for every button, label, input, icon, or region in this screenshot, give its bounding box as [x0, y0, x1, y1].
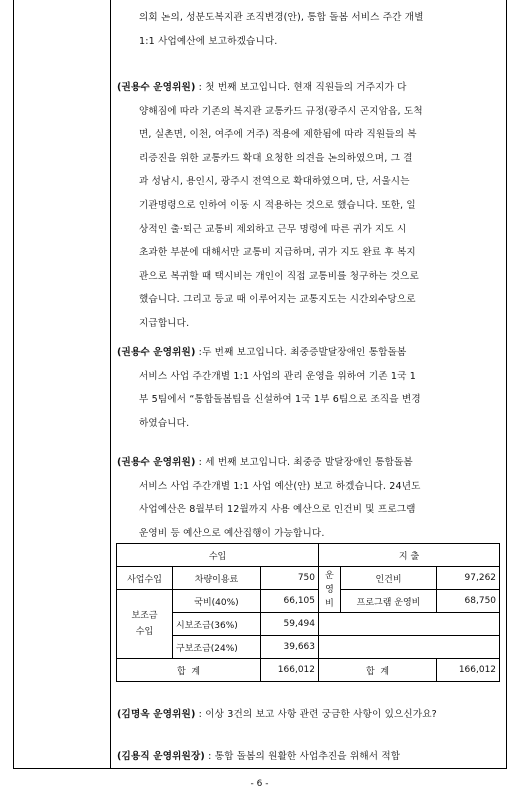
paragraph-first-line: [117, 745, 497, 769]
empty-cell: [319, 636, 500, 659]
paragraph-line: 했습니다. 그리고 등교 때 이루어지는 교통지도는 시간외수당으로: [139, 294, 416, 306]
speaker-name: (김명옥 운영위원): [117, 709, 196, 720]
intro-line: 의회 논의, 성분도복지관 조직변경(안), 통합 돌봄 서비스 주간 개별: [139, 12, 424, 23]
paragraph-first-line: [117, 451, 497, 475]
paragraph-text: : 세 번째 보고입니다. 최중증 발달장애인 통합돌봄: [195, 457, 413, 468]
paragraph-line: 기관명령으로 인하여 이동 시 적용하는 것으로 했습니다. 또한, 일: [139, 199, 416, 211]
speaker-name: (권용수 운영위원): [117, 347, 196, 358]
paragraph-line: 양해짐에 따라 기존의 복지관 교통카드 규정(광주시 곤지암읍, 도척: [139, 105, 423, 117]
report-paragraph-3: [117, 451, 497, 545]
report-paragraph-1: [117, 76, 497, 336]
paragraph-line: 사업예산은 8월부터 12월까지 사용 예산으로 인건비 및 프로그램: [139, 504, 416, 516]
chair-paragraph: [117, 745, 497, 769]
personnel-amount: 97,262: [437, 567, 500, 590]
vehicle-fee-label: 차량이용료: [173, 567, 261, 590]
report-paragraph-2: [117, 341, 497, 435]
speaker-name: (김용직 운영위원장): [117, 751, 205, 762]
paragraph-text: : 첫 번째 보고입니다. 현재 직원들의 거주지가 다: [195, 82, 407, 93]
table-row: [117, 613, 500, 636]
national-subsidy-amount: 66,105: [261, 590, 319, 613]
intro-line: 1:1 사업예산에 보고하겠습니다.: [139, 35, 278, 47]
paragraph-first-line: [117, 341, 497, 365]
paragraph-line: 하였습니다.: [139, 417, 190, 429]
paragraph-line: 서비스 사업 주간개별 1:1 사업 예산(안) 보고 하겠습니다. 24년도: [139, 480, 421, 492]
paragraph-line: 리증진을 위한 교통카드 확대 요청한 의견을 논의하였으며, 그 결: [139, 152, 413, 164]
intro-paragraph: [117, 6, 497, 53]
county-subsidy-amount: 39,663: [261, 636, 319, 659]
paragraph-line: 초과한 부분에 대해서만 교통비 지급하며, 귀가 지도 완료 후 복지: [139, 247, 416, 259]
personnel-label: 인건비: [341, 567, 437, 590]
table-row: [117, 567, 500, 590]
page-number: - 6 -: [250, 779, 269, 789]
budget-table: [116, 543, 500, 682]
column-divider: [110, 0, 111, 769]
paragraph-first-line: [117, 76, 497, 100]
vehicle-fee-amount: 750: [261, 567, 319, 590]
paragraph-line: 관으로 복귀할 때 택시비는 개인이 직접 교통비를 청구하는 것으로: [139, 270, 419, 282]
table-row: [117, 544, 500, 567]
business-income-label: 사업수입: [117, 567, 173, 590]
expense-total-label: 합 계: [319, 659, 437, 682]
national-subsidy-label: 국비(40%): [173, 590, 261, 613]
paragraph-line: 과 성남시, 용인시, 광주시 전역으로 확대하였으며, 단, 서울시는: [139, 176, 410, 188]
city-subsidy-label: 시보조금(36%): [173, 613, 261, 636]
paragraph-line: 면, 실촌면, 이천, 여주에 거주) 적용에 제한됨에 따라 직원들의 복: [139, 129, 417, 141]
expense-header: 지 출: [319, 544, 500, 567]
paragraph-text: :두 번째 보고입니다. 최중증발달장애인 통합돌봄: [195, 347, 407, 358]
paragraph-line: 운영비 등 예산으로 예산집행이 가능합니다.: [139, 527, 325, 539]
income-total-label: 합 계: [117, 659, 261, 682]
paragraph-first-line: [117, 703, 497, 727]
question-paragraph: [117, 703, 497, 727]
table-row: [117, 636, 500, 659]
speaker-name: (권용수 운영위원): [117, 82, 196, 93]
paragraph-text: : 통합 돌봄의 원활한 사업추진을 위해서 적합: [204, 751, 401, 762]
expense-total-amount: 166,012: [437, 659, 500, 682]
paragraph-text: : 이상 3건의 보고 사항 관련 궁금한 사항이 있으신가요?: [195, 709, 437, 720]
table-row: [117, 659, 500, 682]
paragraph-line: 부 5팀에서 “통합돌봄팀을 신설하여 1국 1부 6팀으로 조직을 변경: [139, 394, 421, 406]
speaker-name: (권용수 운영위원): [117, 457, 196, 468]
paragraph-line: 상적인 출·퇴근 교통비 제외하고 근무 명령에 따른 귀가 지도 시: [139, 223, 407, 235]
table-row: [117, 590, 500, 613]
county-subsidy-label: 구보조금(24%): [173, 636, 261, 659]
subsidy-label: 보조금 수입: [117, 590, 173, 659]
paragraph-line: 서비스 사업 주간개별 1:1 사업의 관리 운영을 위하여 기존 1국 1: [139, 370, 416, 382]
operating-cost-label: 운 영 비: [319, 567, 341, 613]
paragraph-line: 지급합니다.: [139, 317, 190, 329]
city-subsidy-amount: 59,494: [261, 613, 319, 636]
empty-cell: [319, 613, 500, 636]
income-header: 수입: [117, 544, 319, 567]
program-cost-label: 프로그램 운영비: [341, 590, 437, 613]
program-cost-amount: 68,750: [437, 590, 500, 613]
income-total-amount: 166,012: [261, 659, 319, 682]
